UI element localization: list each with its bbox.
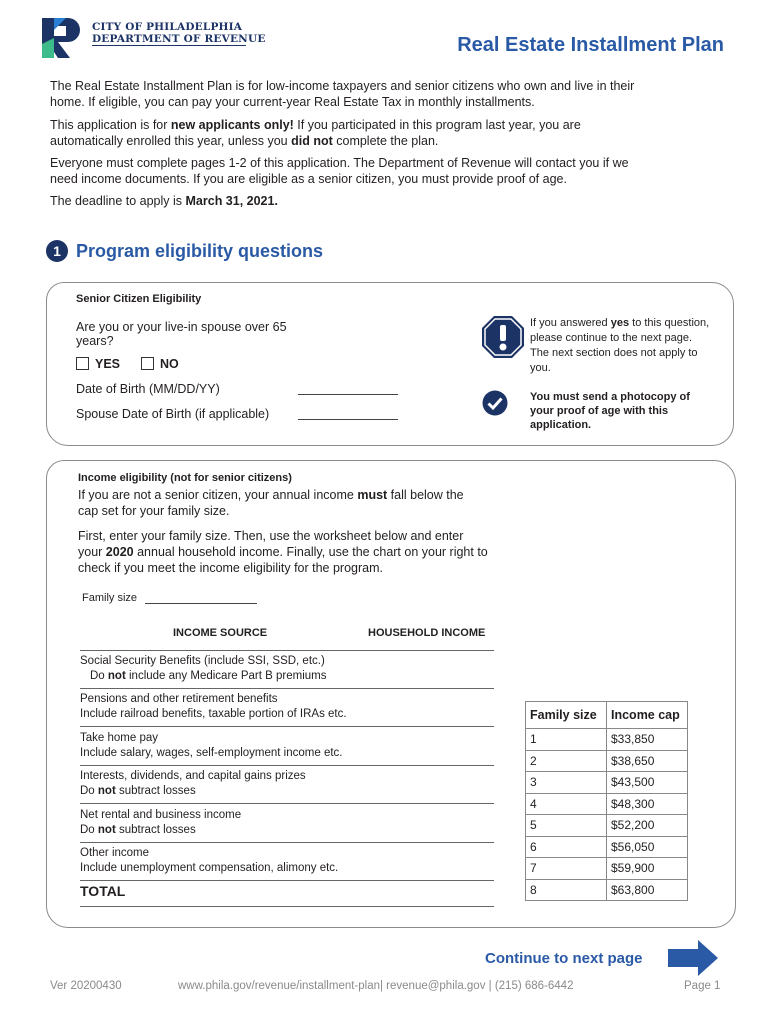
income-row[interactable]: Pensions and other retirement benefits Include railroad benefits, taxable portion of IRAs etc. <box>80 692 494 727</box>
income-row[interactable]: Interests, dividends, and capital gains prizes Do not subtract losses <box>80 769 494 804</box>
cap-row: 6 $56,050 <box>526 836 688 858</box>
section-heading <box>46 240 323 262</box>
logo-underline <box>92 45 246 46</box>
senior-note-proof: You must send a photocopy of your proof of age with this application. <box>530 391 690 431</box>
senior-question: Are you or your live-in spouse over 65 years? <box>76 320 287 348</box>
cap-row: 2 $38,650 <box>526 750 688 772</box>
intro-paragraph-3: Everyone must complete pages 1-2 of this application. The Department of Revenue will contact you if we need income documents. If you are eligible as a senior citizen, you must provide proof of age. <box>50 156 629 186</box>
city-logo-icon <box>40 16 84 60</box>
cap-row: 4 $48,300 <box>526 793 688 815</box>
version-text: Ver 20200430 <box>50 980 122 992</box>
no-label: NO <box>159 357 179 371</box>
continue-link[interactable]: Continue to next page <box>485 950 643 967</box>
family-size-field[interactable] <box>145 603 257 604</box>
page-number: Page 1 <box>684 980 721 992</box>
cap-row: 3 $43,500 <box>526 772 688 794</box>
senior-note-continue: If you answered yes to this question, please continue to the next page. The next section does not apply to you. <box>530 317 710 374</box>
contact-info: www.phila.gov/revenue/installment-plan| revenue@phila.gov | (215) 686-6442 <box>178 980 574 992</box>
income-text-1: If you are not a senior citizen, your annual income must fall below the cap set for your family size. <box>78 488 464 518</box>
intro-paragraph-1: The Real Estate Installment Plan is for low-income taxpayers and senior citizens who own and live in their home. If eligible, you can pay your current-year Real Estate Tax in monthly installments. <box>50 79 635 109</box>
spouse-dob-field[interactable] <box>298 419 398 420</box>
page-title: Real Estate Installment Plan <box>457 34 724 56</box>
senior-heading: Senior Citizen Eligibility <box>76 293 202 305</box>
income-row[interactable]: Net rental and business income Do not subtract losses <box>80 808 494 843</box>
income-text-2: First, enter your family size. Then, use the worksheet below and enter your 2020 annual household income. Finally, use the chart on your right to check if you meet the income eligibility for the program. <box>78 529 488 575</box>
col-income-source: INCOME SOURCE <box>173 627 268 639</box>
section-title: Program eligibility questions <box>76 240 324 261</box>
income-heading: Income eligibility (not for senior citizens) <box>78 472 292 484</box>
cap-row: 7 $59,900 <box>526 858 688 880</box>
spouse-dob-label: Spouse Date of Birth (if applicable) <box>76 407 270 421</box>
yes-label: YES <box>95 357 121 371</box>
income-row[interactable]: Social Security Benefits (include SSI, SSD, etc.) Do not include any Medicare Part B premiums <box>80 654 494 689</box>
no-checkbox[interactable] <box>141 357 154 370</box>
cap-row: 1 $33,850 <box>526 729 688 751</box>
dob-field[interactable] <box>298 394 398 395</box>
cap-row: 8 $63,800 <box>526 879 688 901</box>
senior-answer-options <box>76 357 179 371</box>
family-size-label: Family size <box>82 592 138 604</box>
dob-label: Date of Birth (MM/DD/YY) <box>76 382 220 396</box>
cap-header-income: Income cap <box>607 702 688 729</box>
department-name: CITY OF PHILADELPHIA DEPARTMENT OF REVENUE <box>92 21 266 45</box>
col-household-income: HOUSEHOLD INCOME <box>368 627 486 639</box>
warning-icon <box>481 315 525 359</box>
yes-checkbox[interactable] <box>76 357 89 370</box>
intro-paragraph-2: This application is for new applicants only! If you participated in this program last year, you are automatically enrolled this year, unless you did not complete the plan. <box>50 118 581 148</box>
income-cap-table <box>525 701 688 901</box>
table-header-line <box>80 650 494 651</box>
income-row[interactable]: Other income Include unemployment compensation, alimony etc. <box>80 846 494 881</box>
arrow-right-icon[interactable] <box>668 940 718 976</box>
checkmark-icon <box>482 390 508 416</box>
income-row[interactable]: Take home pay Include salary, wages, self-employment income etc. <box>80 731 494 766</box>
total-row[interactable]: TOTAL <box>80 884 494 907</box>
section-number: 1 <box>46 240 68 262</box>
cap-row: 5 $52,200 <box>526 815 688 837</box>
deadline-text: The deadline to apply is March 31, 2021. <box>50 194 278 208</box>
cap-header-family: Family size <box>526 702 607 729</box>
